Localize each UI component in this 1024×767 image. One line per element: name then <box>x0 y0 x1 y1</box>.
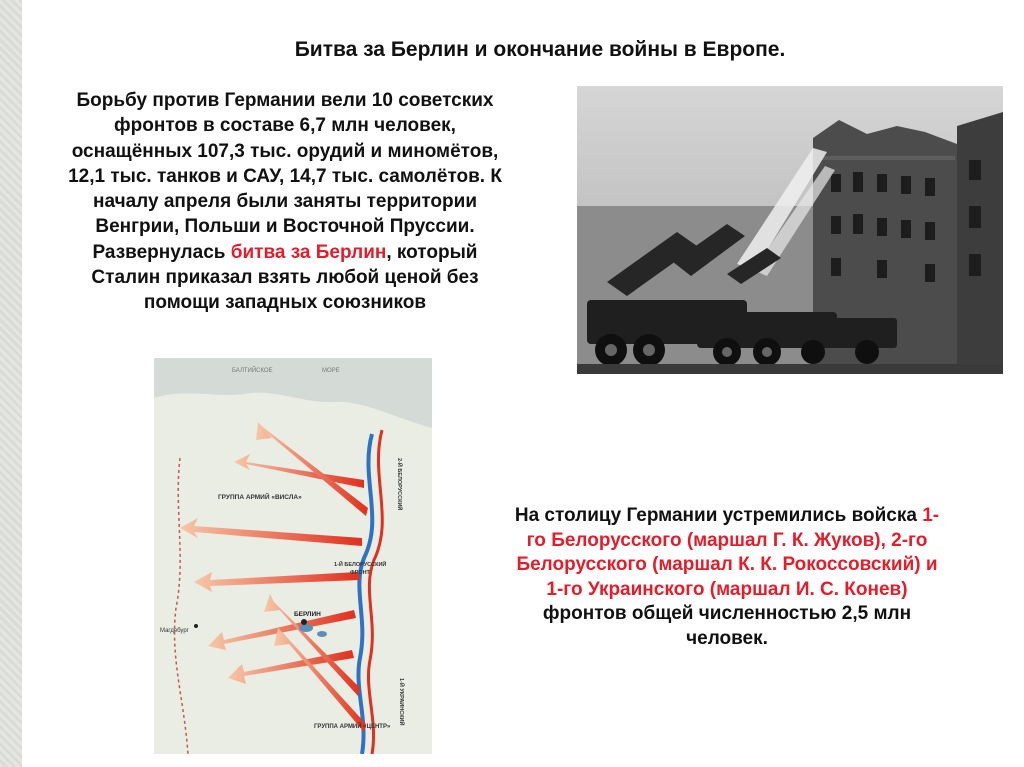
para2-line: человек. <box>686 627 768 649</box>
para2-line: фронтов общей численностью 2,5 млн <box>542 603 912 624</box>
para1-line: Сталин приказал взять любой ценой без <box>91 267 479 289</box>
para1-line: фронтов в составе 6,7 млн человек, <box>114 115 456 137</box>
para2-line-highlight: го Белорусского (маршал Г. К. Жуков), 2-го <box>526 529 928 551</box>
map-label-sea-1: БАЛТИЙСКОЕ <box>232 368 273 374</box>
para1-text: Развернулась <box>92 241 231 263</box>
map-label-army-group-center: ГРУППА АРМИЙ «ЦЕНТР» <box>314 724 391 730</box>
map-label-magdeburg: Магдебург <box>160 628 189 634</box>
map-label-front-1b-b: ФРОНТ <box>350 570 370 576</box>
text-paragraph-forces <box>20 88 550 316</box>
map-label-sea-2: МОРЕ <box>322 368 340 374</box>
highlight-battle-for-berlin: битва за Берлин <box>230 241 387 263</box>
map-city-dot <box>301 619 307 625</box>
map-label-front-1b-a: 1-Й БЕЛОРУССКИЙ <box>334 562 387 568</box>
para2-line-highlight: 1-го Украинского (маршал И. С. Конев) <box>546 578 908 600</box>
para1-line: оснащённых 107,3 тыс. орудий и миномётов, <box>71 140 499 162</box>
para1-line-7 <box>20 240 550 265</box>
para1-line: Венгрии, Польши и Восточной Пруссии. <box>95 216 475 238</box>
para2-line-highlight: Белорусского (маршал К. К. Рокоссовский) и <box>516 554 938 575</box>
para1-line: помощи западных союзников <box>143 292 427 314</box>
decorative-side-strip <box>0 0 22 767</box>
para2-highlight: 1- <box>922 505 940 526</box>
operation-map <box>154 358 432 754</box>
para2-text: На столицу Германии устремились войска <box>514 505 923 526</box>
para1-line: началу апреля были заняты территории <box>93 191 477 213</box>
text-paragraph-fronts <box>462 504 992 651</box>
para2-line-1 <box>462 504 992 529</box>
map-label-berlin: БЕРЛИН <box>294 611 321 618</box>
katyusha-photo <box>577 86 1003 374</box>
para1-line: 12,1 тыс. танков и САУ, 14,7 тыс. самолётов. К <box>68 165 502 187</box>
para1-line: Борьбу против Германии вели 10 советских <box>76 90 494 111</box>
map-label-front-2b: 2-Й БЕЛОРУССКИЙ <box>396 458 402 511</box>
map-label-front-1u: 1-Й УКРАИНСКИЙ <box>398 678 404 726</box>
map-city-dot <box>194 624 198 628</box>
map-label-army-group-vistula: ГРУППА АРМИЙ «ВИСЛА» <box>218 494 302 501</box>
slide-title: Битва за Берлин и окончание войны в Европе. <box>294 38 786 61</box>
para1-text: , который <box>386 241 478 263</box>
